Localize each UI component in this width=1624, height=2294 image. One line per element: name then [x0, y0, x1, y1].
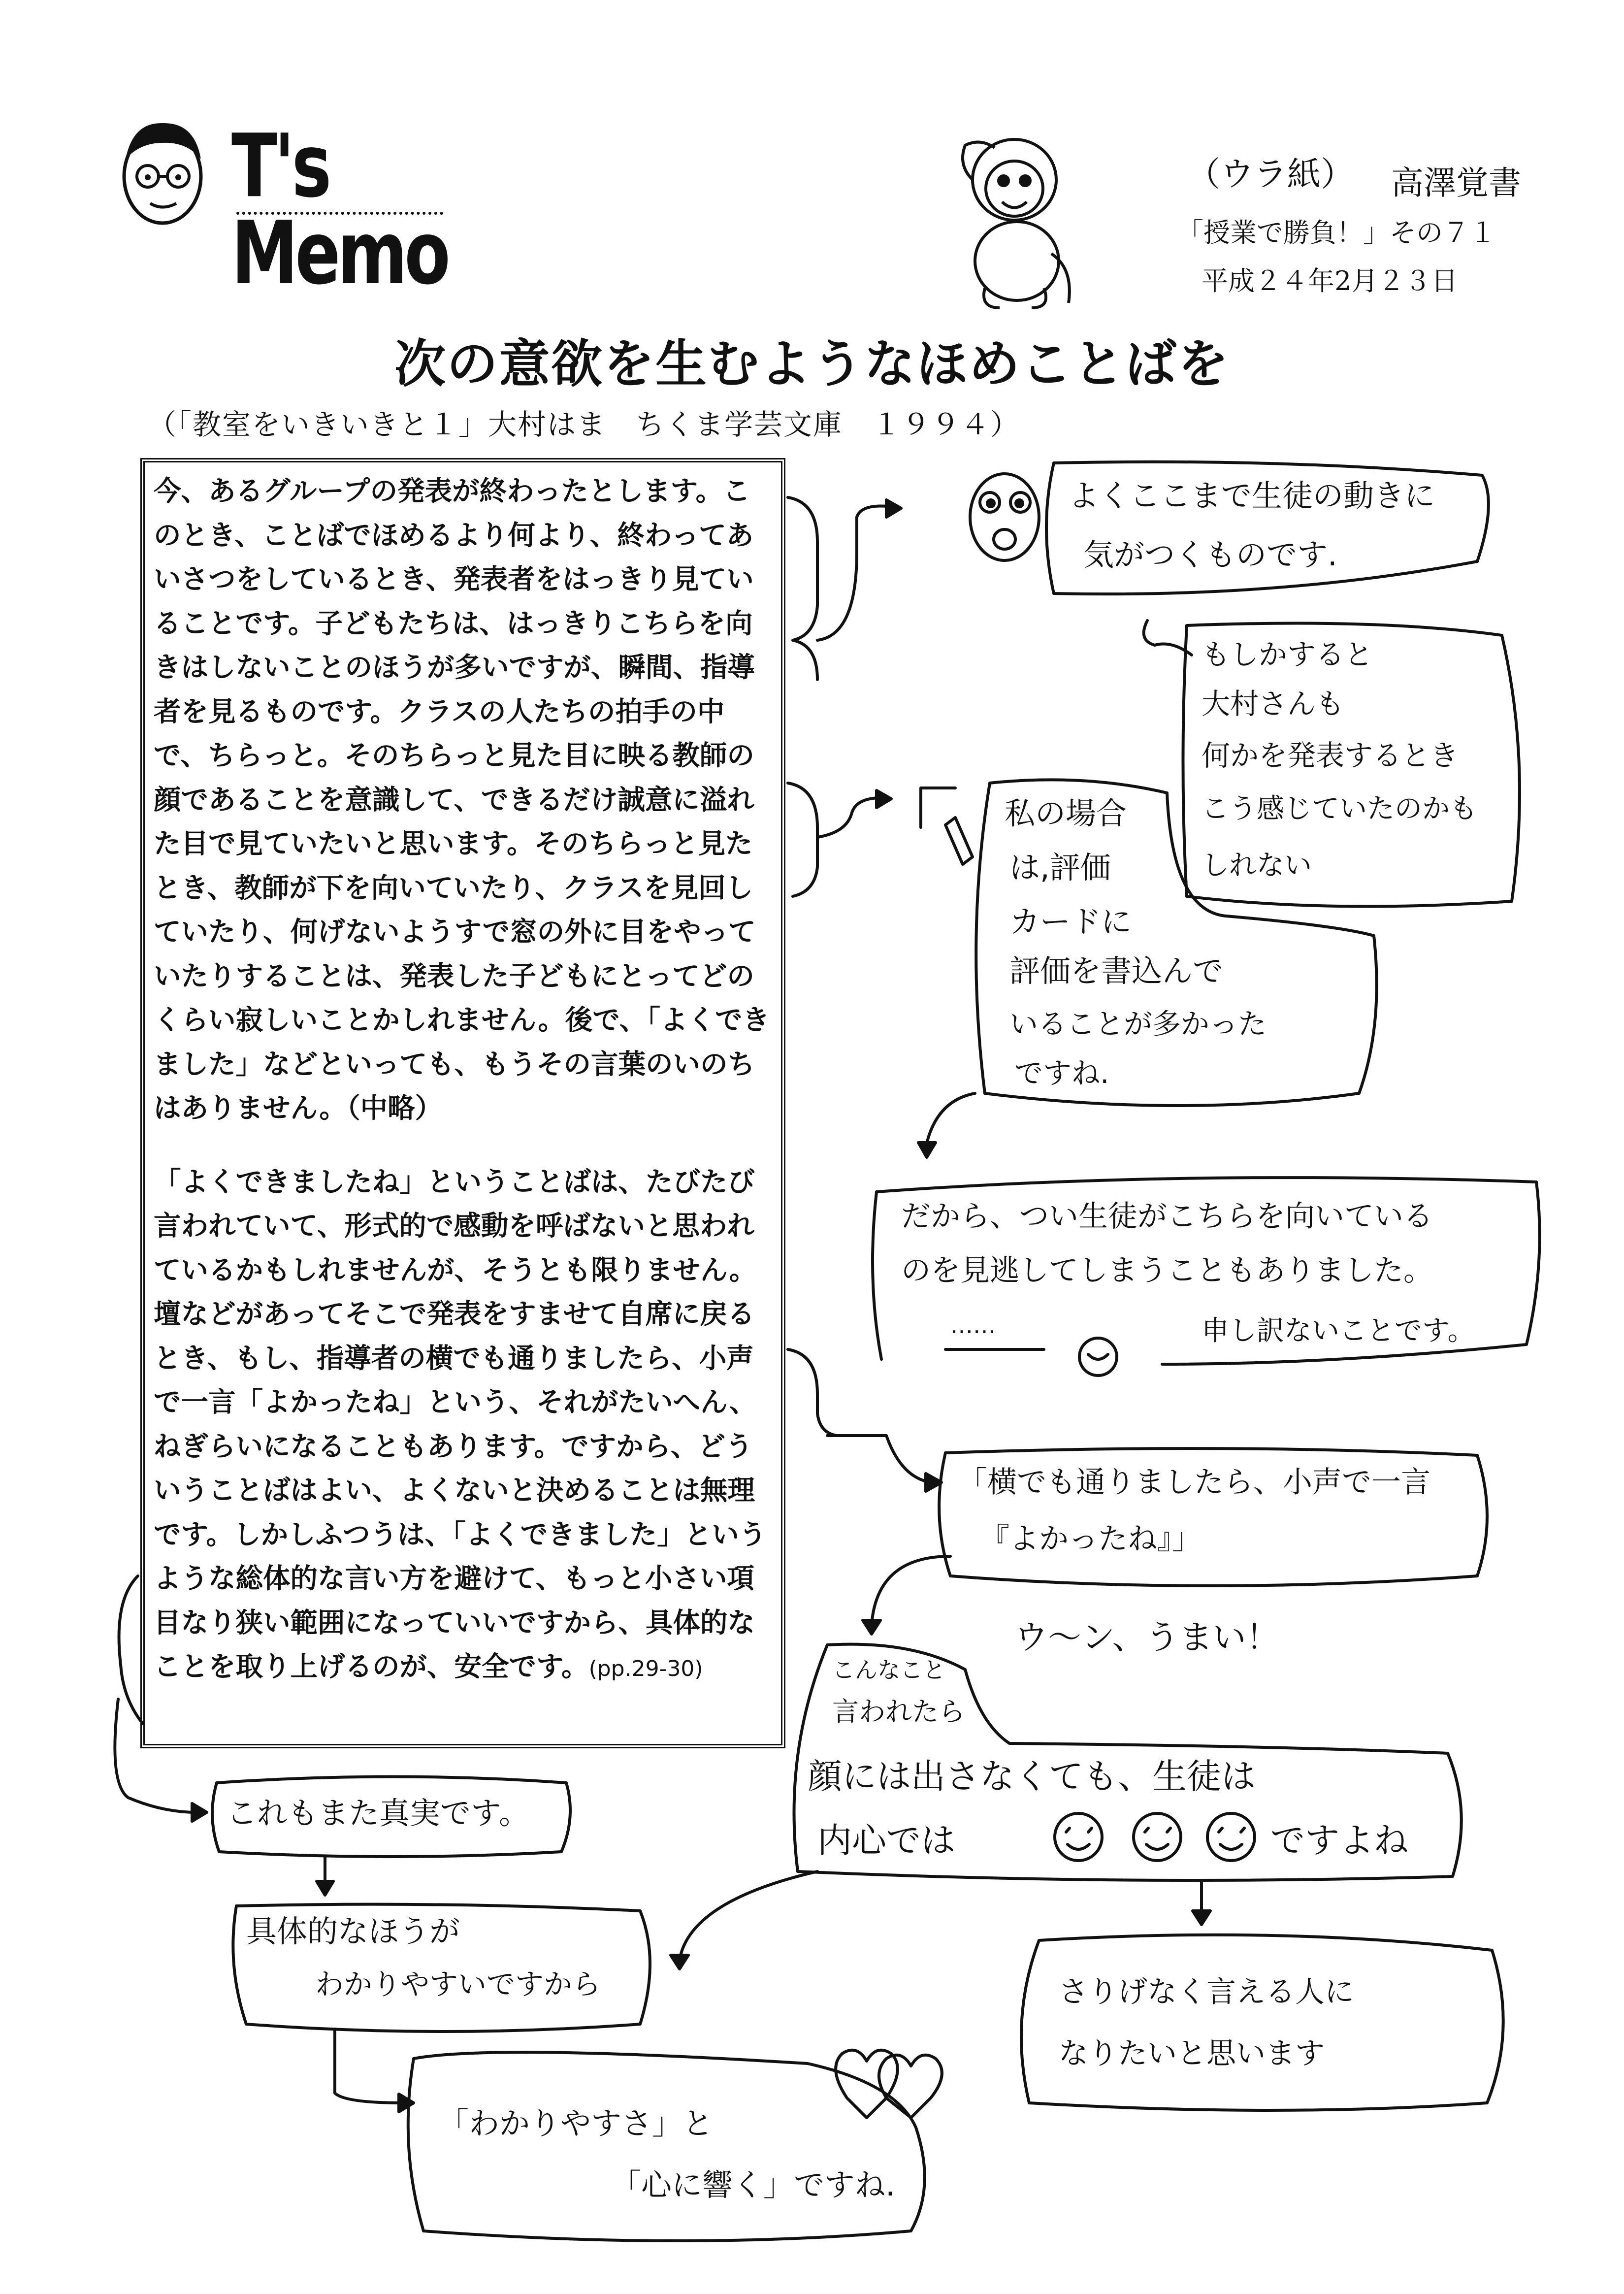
pencil-icon [921, 788, 973, 864]
note-10-line-2: 「心に響く」ですね. [611, 2167, 895, 2203]
note-3-line-5: いることが多かった [1009, 1007, 1267, 1041]
note-6-line-5: ですよね [1270, 1820, 1408, 1861]
author-name: 高澤覚書 [1391, 164, 1521, 202]
bracket-2 [788, 783, 817, 896]
note-5-line-1: 「横でも通りましたら、小声で一言 [958, 1465, 1430, 1500]
arrow-1 [817, 506, 896, 641]
note-1-line-1: よくここまで生徒の動きに [1069, 478, 1435, 514]
note-6-line-1: こんなこと [832, 1657, 945, 1683]
arrow-9 [335, 2029, 404, 2103]
note-6-line-4: 内心では [817, 1820, 955, 1861]
arrow-7 [115, 1699, 197, 1812]
note-4-dots: …… [950, 1312, 996, 1339]
arrow-11 [680, 1871, 817, 1960]
note-3-line-1: 私の場合 [1005, 795, 1127, 831]
note-9-line-1: さりげなく言える人に [1059, 1975, 1354, 2009]
note-2-line-4: こう感じていたのかも [1202, 793, 1477, 825]
ura-label: （ウラ紙） [1187, 155, 1355, 194]
note-2-line-2: 大村さんも [1202, 687, 1345, 721]
quote-paragraph-2-text: 「よくできましたね」ということばは、たびたび言われていて、形式的で感動を呼ばないと思われているかもしれませんが、そうとも限りません。壇などがあってそこで発表をすませて自席に戻るとき、もし、指導者の横でも通りましたら、小声で一言「よかったね」という、それがたいへん、ねぎらいになることもあります。ですから、どういうことばはよい、よくないと決めることは無理です。しかしふつうは、「よくできました」というような総体的な言い方を避けて、もっと小さい項目なり狭い範囲になっていいですから、具体的なことを取り上げるのが、安全です。 [154, 1166, 767, 1683]
bracket-3 [788, 1349, 837, 1436]
note-6-line-2: 言われたら [832, 1696, 965, 1727]
note-4-line-3: 申し訳ないことです。 [1202, 1315, 1475, 1347]
note-4-line-1: だから、つい生徒がこちらを向いている [901, 1199, 1433, 1234]
source-citation: （「教室をいきいきと１」大村はま ちくま学芸文庫 １９９４） [148, 408, 1020, 441]
note-3-line-2: は,評価 [1009, 850, 1111, 885]
arrow-5 [827, 1436, 931, 1482]
sweat-face-icon [1079, 1338, 1117, 1376]
note-2-line-3: 何かを発表するとき [1202, 739, 1459, 772]
arrow-6 [872, 1556, 950, 1625]
series-number: 「授業で勝負！」その７１ [1177, 217, 1496, 248]
note-2-line-5: しれない [1202, 850, 1312, 882]
note-6-line-3: 顔には出さなくても、生徒は [808, 1756, 1256, 1797]
surprised-face-icon [970, 474, 1039, 560]
smiley-icon-2 [1134, 1813, 1181, 1861]
note-5-line-2: 『よかったね』」 [980, 1522, 1202, 1556]
quote-paragraph-1: 今、あるグループの発表が終わったとします。このとき、ことばでほめるより何より、終わってあいさつをしているとき、発表者をはっきり見ていることです。子どもたちは、はっきりこちらを向きはしないことのほうが多いですが、瞬間、指導者を見るものです。クラスの人たちの拍手の中で、ちらっと。そのちらっと見た目に映る教師の顔であることを意識して、できるだけ誠意に溢れた目で見ていたいと思います。そのちらっと見たとき、教師が下を向いていたり、クラスを見回していたり、何げないようすで窓の外に目をやっていたりすることは、発表した子どもにとってどのくらい寂しいことかしれません。後で、「よくできました」などといっても、もうその言葉のいのちはありません。（中略） [154, 475, 770, 1124]
note-3-line-3: カードに [1009, 904, 1132, 940]
note-2-line-1: もしかすると [1202, 638, 1373, 671]
note-7-line-1: これもまた真実です。 [227, 1795, 530, 1831]
arrow-4 [926, 1093, 975, 1147]
quote-citation: (pp.29-30) [588, 1656, 703, 1681]
bubble-note-10 [408, 2052, 925, 2241]
note-9-line-2: なりたいと思います [1059, 2036, 1325, 2071]
page-title: 次の意欲を生むようなほめことばを [394, 334, 1230, 394]
issue-date: 平成２４年2月２３日 [1202, 265, 1458, 296]
smiley-icon-3 [1207, 1813, 1255, 1861]
note-4-line-2: のを見逃してしまうこともありました。 [901, 1253, 1433, 1288]
note-10-line-1: 「わかりやすさ」と [438, 2105, 714, 2141]
note-8-line-2: わかりやすいですから [315, 1967, 601, 2001]
heart-icon-2 [879, 2055, 942, 2118]
smiley-icon-1 [1055, 1813, 1102, 1861]
arrow-3 [817, 798, 881, 837]
bracket-4 [119, 1576, 143, 1724]
note-5-line-3: ウ～ン、うまい！ [1014, 1618, 1280, 1657]
bracket-1 [788, 497, 817, 680]
note-8-line-1: 具体的なほうが [246, 1913, 460, 1949]
note-3-line-6: ですね. [1014, 1056, 1109, 1090]
note-1-line-2: 気がつくものです. [1083, 537, 1337, 573]
note-3-line-4: 評価を書込んで [1009, 953, 1224, 989]
logo-text: T's Memo [231, 116, 448, 304]
bubble-note-9 [1021, 1935, 1503, 2110]
